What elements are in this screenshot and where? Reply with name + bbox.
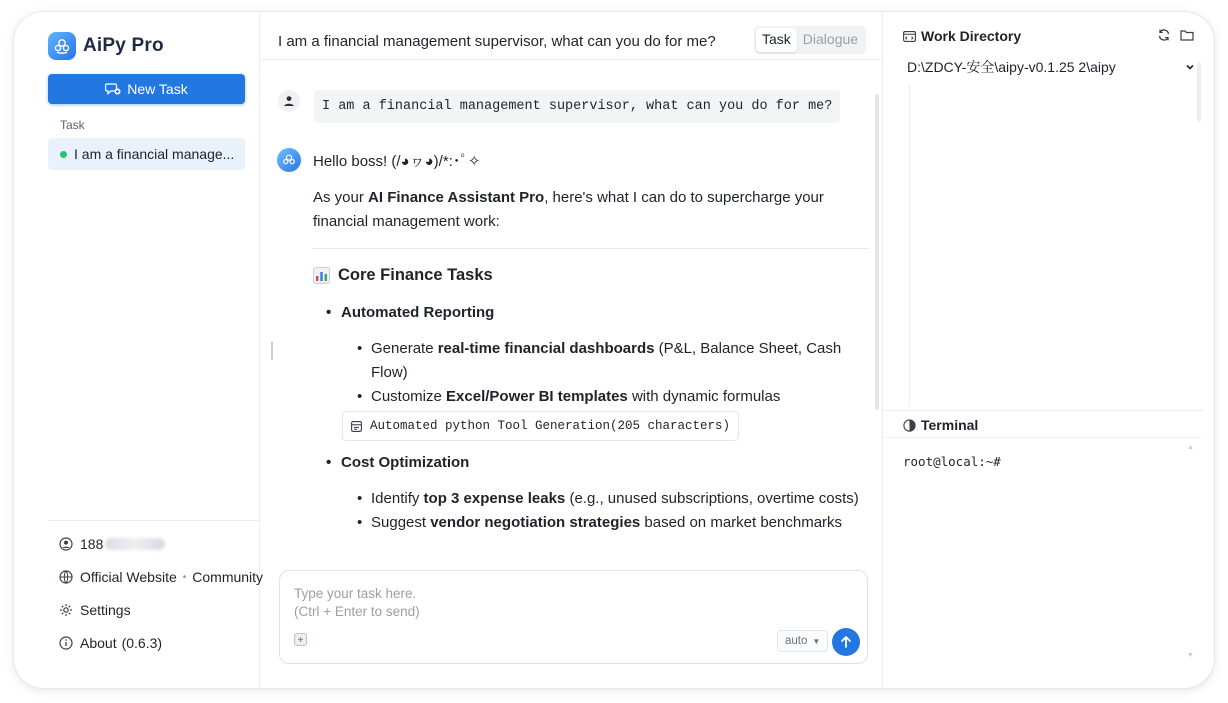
aipy-logo-icon (48, 32, 76, 60)
directory-scrollbar[interactable] (1197, 62, 1201, 122)
about-item[interactable] (59, 635, 162, 651)
brand (48, 32, 164, 60)
section-heading: Core Finance Tasks (313, 263, 868, 287)
user-avatar-icon (278, 90, 300, 112)
about-label: About (80, 635, 117, 651)
task-status-dot-icon (60, 151, 67, 158)
chevron-down-icon: ▼ (812, 636, 821, 646)
chat-scrollbar[interactable] (875, 94, 879, 410)
chat-title: I am a financial management supervisor, what can you do for me? (278, 33, 716, 50)
tab-dialogue[interactable]: Dialogue (802, 31, 859, 47)
terminal-prompt[interactable]: root@local:~# (903, 454, 1001, 469)
task-item-label: I am a financial manage... (74, 146, 235, 162)
chat-panel (260, 12, 882, 688)
sidebar-divider (48, 520, 260, 521)
gear-icon (59, 603, 73, 617)
directory-path: D:\ZDCY-安全\aipy-v0.1.25 2\aipy (907, 59, 1116, 75)
info-icon (59, 636, 73, 650)
task-input[interactable] (294, 585, 834, 625)
user-circle-icon (59, 537, 73, 551)
new-task-label: New Task (127, 81, 188, 97)
settings-label: Settings (80, 602, 131, 618)
link-separator: • (182, 571, 187, 583)
account-item[interactable] (59, 536, 165, 552)
chat-header (260, 12, 882, 60)
app-name: AiPy Pro (83, 35, 164, 56)
list-item: • Identify top 3 expense leaks (e.g., unused subscriptions, overtime costs) (313, 487, 868, 511)
group-title: • Automated Reporting (313, 301, 868, 325)
terminal-divider (883, 410, 1203, 411)
assistant-reply (313, 150, 868, 535)
list-item: • Suggest vendor negotiation strategies based on market benchmarks (313, 511, 868, 535)
code-block-icon (351, 421, 362, 432)
assistant-avatar-icon (277, 148, 301, 172)
scroll-down-icon[interactable]: ▼ (1187, 652, 1194, 659)
list-item: • Customize Excel/Power BI templates with dynamic formulas (313, 385, 868, 409)
community-link[interactable]: Community (192, 569, 264, 585)
official-website-link[interactable]: Official Website (80, 569, 177, 585)
sidebar (14, 12, 264, 688)
refresh-icon[interactable] (1157, 28, 1171, 47)
tool-generation-chip[interactable]: Automated python Tool Generation(205 characters) (342, 411, 739, 441)
task-section-label: Task (60, 118, 85, 132)
reply-greeting: Hello boss! (/◕ヮ◕)/*:･ﾟ✧ (313, 153, 481, 170)
new-task-button[interactable] (48, 74, 245, 104)
directory-tree-guide (909, 84, 910, 406)
user-message-row (278, 90, 840, 123)
reply-divider (313, 248, 868, 249)
work-directory-header: Work Directory (903, 28, 1021, 44)
scroll-up-icon[interactable]: ▲ (1187, 444, 1194, 451)
terminal-header: Terminal (903, 417, 978, 433)
user-message: I am a financial management supervisor, what can you do for me? (314, 90, 840, 123)
tab-task[interactable]: Task (756, 28, 797, 52)
settings-item[interactable] (59, 602, 131, 618)
attach-file-icon[interactable] (294, 633, 308, 647)
arrow-up-icon (839, 635, 853, 649)
list-item: • Generate real-time financial dashboards (P&L, Balance Sheet, Cash Flow) (313, 337, 868, 385)
task-list-item[interactable] (48, 138, 245, 170)
account-phone: 188 (80, 536, 104, 552)
group-title: • Cost Optimization (313, 451, 868, 475)
redacted-phone-digits (105, 538, 165, 550)
terminal-icon (903, 419, 916, 432)
bar-chart-icon (313, 267, 330, 284)
mode-toggle (754, 26, 866, 54)
app-window (14, 12, 1214, 688)
website-links (59, 569, 263, 585)
directory-actions (1157, 28, 1194, 47)
send-button[interactable] (832, 628, 860, 656)
chevron-down-icon (1185, 59, 1195, 75)
new-chat-icon (105, 82, 121, 96)
folder-code-icon (903, 30, 916, 43)
composer (279, 570, 868, 664)
panel-resize-handle[interactable] (271, 342, 273, 360)
reply-intro: As your AI Finance Assistant Pro, here's what I can do to supercharge your financial management work: (313, 189, 824, 230)
right-panel (882, 12, 1214, 688)
model-select[interactable]: auto ▼ (777, 630, 828, 652)
open-folder-icon[interactable] (1180, 28, 1194, 47)
terminal-header-divider (883, 437, 1203, 438)
app-version: (0.6.3) (121, 635, 163, 651)
globe-icon (59, 570, 73, 584)
directory-select[interactable] (907, 57, 1195, 77)
